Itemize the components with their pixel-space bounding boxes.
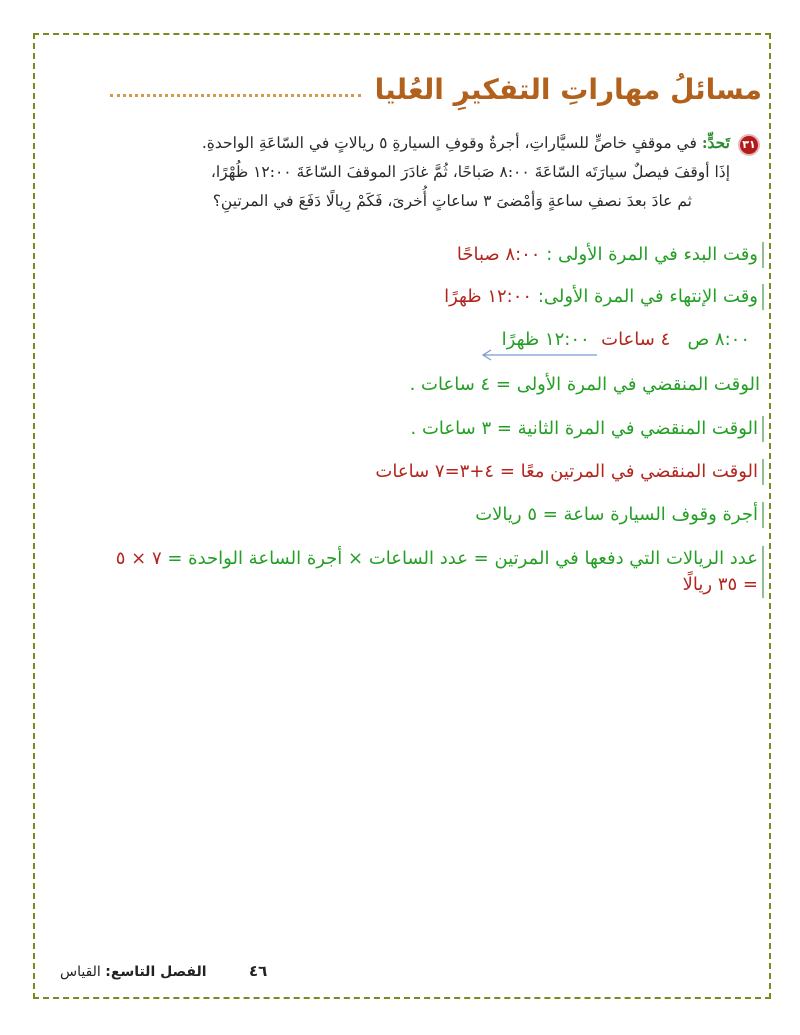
problem-number-badge <box>738 134 760 156</box>
problem-line-1-text: في موقفٍ خاصٍّ للسيَّاراتِ، أجرةُ وقوفِ السيارةِ ٥ ريالاتٍ في السّاعَةِ الواحدةِ. <box>201 134 702 152</box>
challenge-label: تَحدٍّ: <box>701 133 730 152</box>
section-title: مسائلُ مهاراتِ التفكيرِ العُليا <box>374 72 762 106</box>
duration-arrow <box>479 348 599 362</box>
problem-number: ٣١ <box>742 138 756 151</box>
total-elapsed-value: ٤+٣=٧ ساعات <box>375 461 495 482</box>
total-elapsed-label: الوقت المنقضي في المرتين معًا = <box>494 461 758 482</box>
solution-line-start-time <box>457 242 764 268</box>
duration-hours: ٤ ساعات <box>601 329 671 350</box>
solution-line-rate <box>475 502 764 528</box>
total-cost-label: عدد الريالات التي دفعها في المرتين = عدد الساعات × أجرة الساعة الواحدة = <box>161 548 758 569</box>
second-elapsed-text: الوقت المنقضي في المرة الثانية = ٣ ساعات . <box>410 418 758 439</box>
duration-start: ٨:٠٠ ص <box>687 329 750 350</box>
page-number: ٤٦ <box>249 962 268 980</box>
problem-line-3: ثم عادَ بعدَ نصفِ ساعةٍ وَأمْضىَ ٣ ساعاتٍ أُخرىَ، فَكَمْ رِيالًا دَفَعَ في المرتينِ؟ <box>212 192 692 210</box>
start-time-label: وقت البدء في المرة الأولى : <box>540 244 758 265</box>
section-header <box>102 66 762 112</box>
start-time-value: ٨:٠٠ صباحًا <box>456 244 541 265</box>
dotted-rule <box>110 94 361 97</box>
problem-line-2: إذَا أوقفَ فيصلٌ سيارَتَه السّاعَةَ ٨:٠٠ صَباحًا، ثُمَّ غادَرَ الموقفَ السّاعَةَ ١٢:٠٠ ظُهْرًا، <box>210 163 730 181</box>
total-cost-expression: ٧ × ٥ <box>115 548 162 569</box>
end-time-label: وقت الإنتهاء في المرة الأولى: <box>532 286 758 307</box>
solution-line-first-elapsed <box>410 372 764 398</box>
answer-value: = ٣٥ ريالًا <box>682 574 758 595</box>
problem-statement <box>90 128 756 216</box>
solution-line-total-cost <box>116 546 764 572</box>
solution-line-second-elapsed <box>411 416 764 442</box>
page-footer <box>60 962 267 980</box>
duration-end: ١٢:٠٠ ظهرًا <box>501 329 590 350</box>
solution-line-end-time <box>444 284 764 310</box>
first-elapsed-text: الوقت المنقضي في المرة الأولى = ٤ ساعات . <box>409 374 760 395</box>
chapter-topic: القياس <box>60 964 101 980</box>
solution-line-answer <box>683 572 764 598</box>
rate-text: أجرة وقوف السيارة ساعة = ٥ ريالات <box>475 504 758 525</box>
solution-line-total-elapsed <box>375 459 764 485</box>
problem-line-1 <box>90 128 730 158</box>
end-time-value: ١٢:٠٠ ظهرًا <box>444 286 533 307</box>
chapter-label: الفصل التاسع: <box>105 964 207 980</box>
